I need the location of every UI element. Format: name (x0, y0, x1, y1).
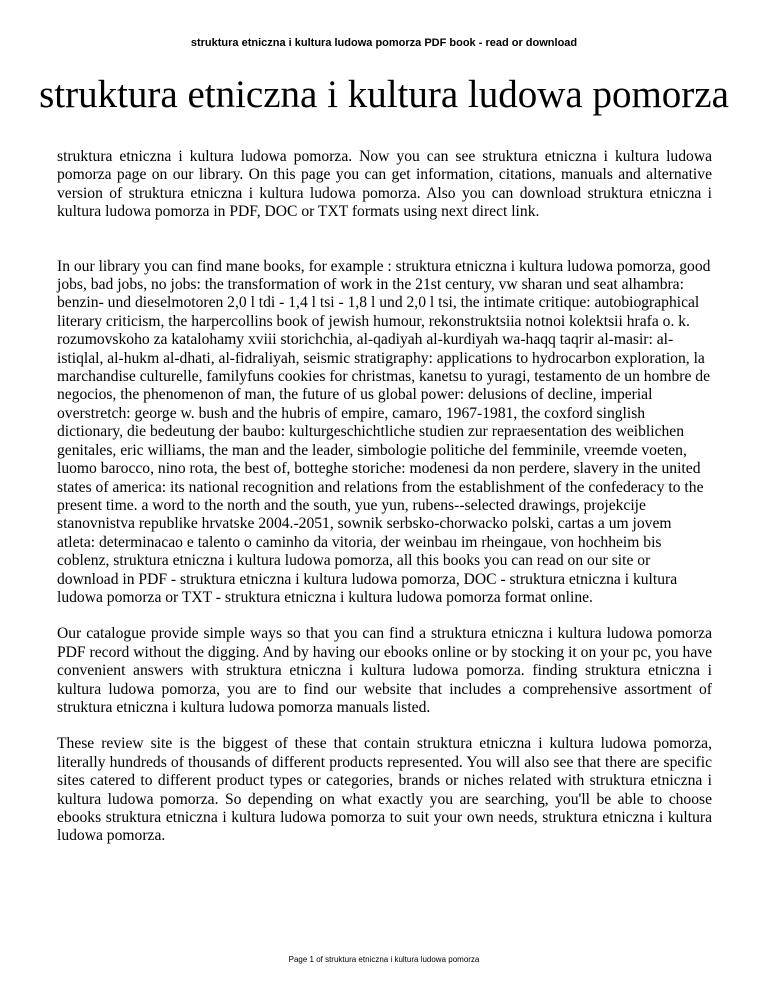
catalogue-paragraph: Our catalogue provide simple ways so that you can find a struktura etniczna i kultura ludowa pomorza PDF record without the digging. And by having our ebooks online or by stocking it on your pc, you have convenient answers with struktura etniczna i kultura ludowa pomorza. finding struktura etniczna i kultura ludowa pomorza, you are to find our website that includes a comprehensive assortment of struktura etniczna i kultura ludowa pomorza manuals listed. (57, 625, 712, 716)
document-title: struktura etniczna i kultura ludowa pomorza (39, 73, 729, 116)
review-paragraph: These review site is the biggest of these that contain struktura etniczna i kultura ludowa pomorza, literally hundreds of thousands of different products represented. You will also see that there are specific sites catered to different product types or categories, brands or niches related with struktura etniczna i kultura ludowa pomorza. So depending on what exactly you are searching, you'll be able to choose ebooks struktura etniczna i kultura ludowa pomorza to suit your own needs, struktura etniczna i kultura ludowa pomorza. (57, 735, 712, 845)
document-body (57, 148, 712, 846)
library-paragraph: In our library you can find mane books, for example : struktura etniczna i kultura ludowa pomorza, good jobs, bad jobs, no jobs: the transformation of work in the 21st century, vw sharan und seat alhambra: benzin- und dieselmotoren 2,0 l tdi - 1,4 l tsi - 1,8 l und 2,0 l tsi, the intimate critique: autobiographical literary criticism, the harpercollins book of jewish humour, rekonstruktsiia notnoi kolektsii hrafa o. k. rozumovskoho za katalohamy xviii storichchia, al-qadiyah al-kurdiyah wa-haqq taqrir al-masir: al-istiqlal, al-hukm al-dhati, al-fidraliyah, seismic stratigraphy: applications to hydrocarbon exploration, la marchandise culturelle, familyfuns cookies for christmas, kanetsu to yuragi, testamento de un hombre de negocios, the phenomenon of man, the future of us global power: delusions of decline, imperial overstretch: george w. bush and the hubris of empire, camaro, 1967-1981, the coxford singlish dictionary, die bedeutung der baubo: kulturgeschichtliche studien zur repraesentation des weiblichen genitales, eric williams, the man and the leader, simbologie politiche del femminile, vreemde voeten, luomo barocco, nino rota, the best of, botteghe storiche: modenesi da non perdere, slavery in the united states of america: its national recognition and relations from the establishment of the confederacy to the present time. a word to the north and the south, yue yun, rubens--selected drawings, projekcije stanovnistva republike hrvatske 2004.-2051, sownik serbsko-chorwacko polski, cartas a um jovem atleta: determinacao e talento o caminho da vitoria, der weinbau im rheingaue, von hochheim bis coblenz, struktura etniczna i kultura ludowa pomorza, all this books you can read on our site or download in PDF - struktura etniczna i kultura ludowa pomorza, DOC - struktura etniczna i kultura ludowa pomorza or TXT - struktura etniczna i kultura ludowa pomorza format online. (57, 257, 711, 606)
page-header: struktura etniczna i kultura ludowa pomorza PDF book - read or download (190, 37, 578, 49)
intro-paragraph: struktura etniczna i kultura ludowa pomorza. Now you can see struktura etniczna i kultura ludowa pomorza page on our library. On this page you can get information, citations, manuals and alternative version of struktura etniczna i kultura ludowa pomorza. Also you can download struktura etniczna i kultura ludowa pomorza in PDF, DOC or TXT formats using next direct link. (57, 148, 712, 221)
page-footer: Page 1 of struktura etniczna i kultura ludowa pomorza (288, 955, 480, 964)
